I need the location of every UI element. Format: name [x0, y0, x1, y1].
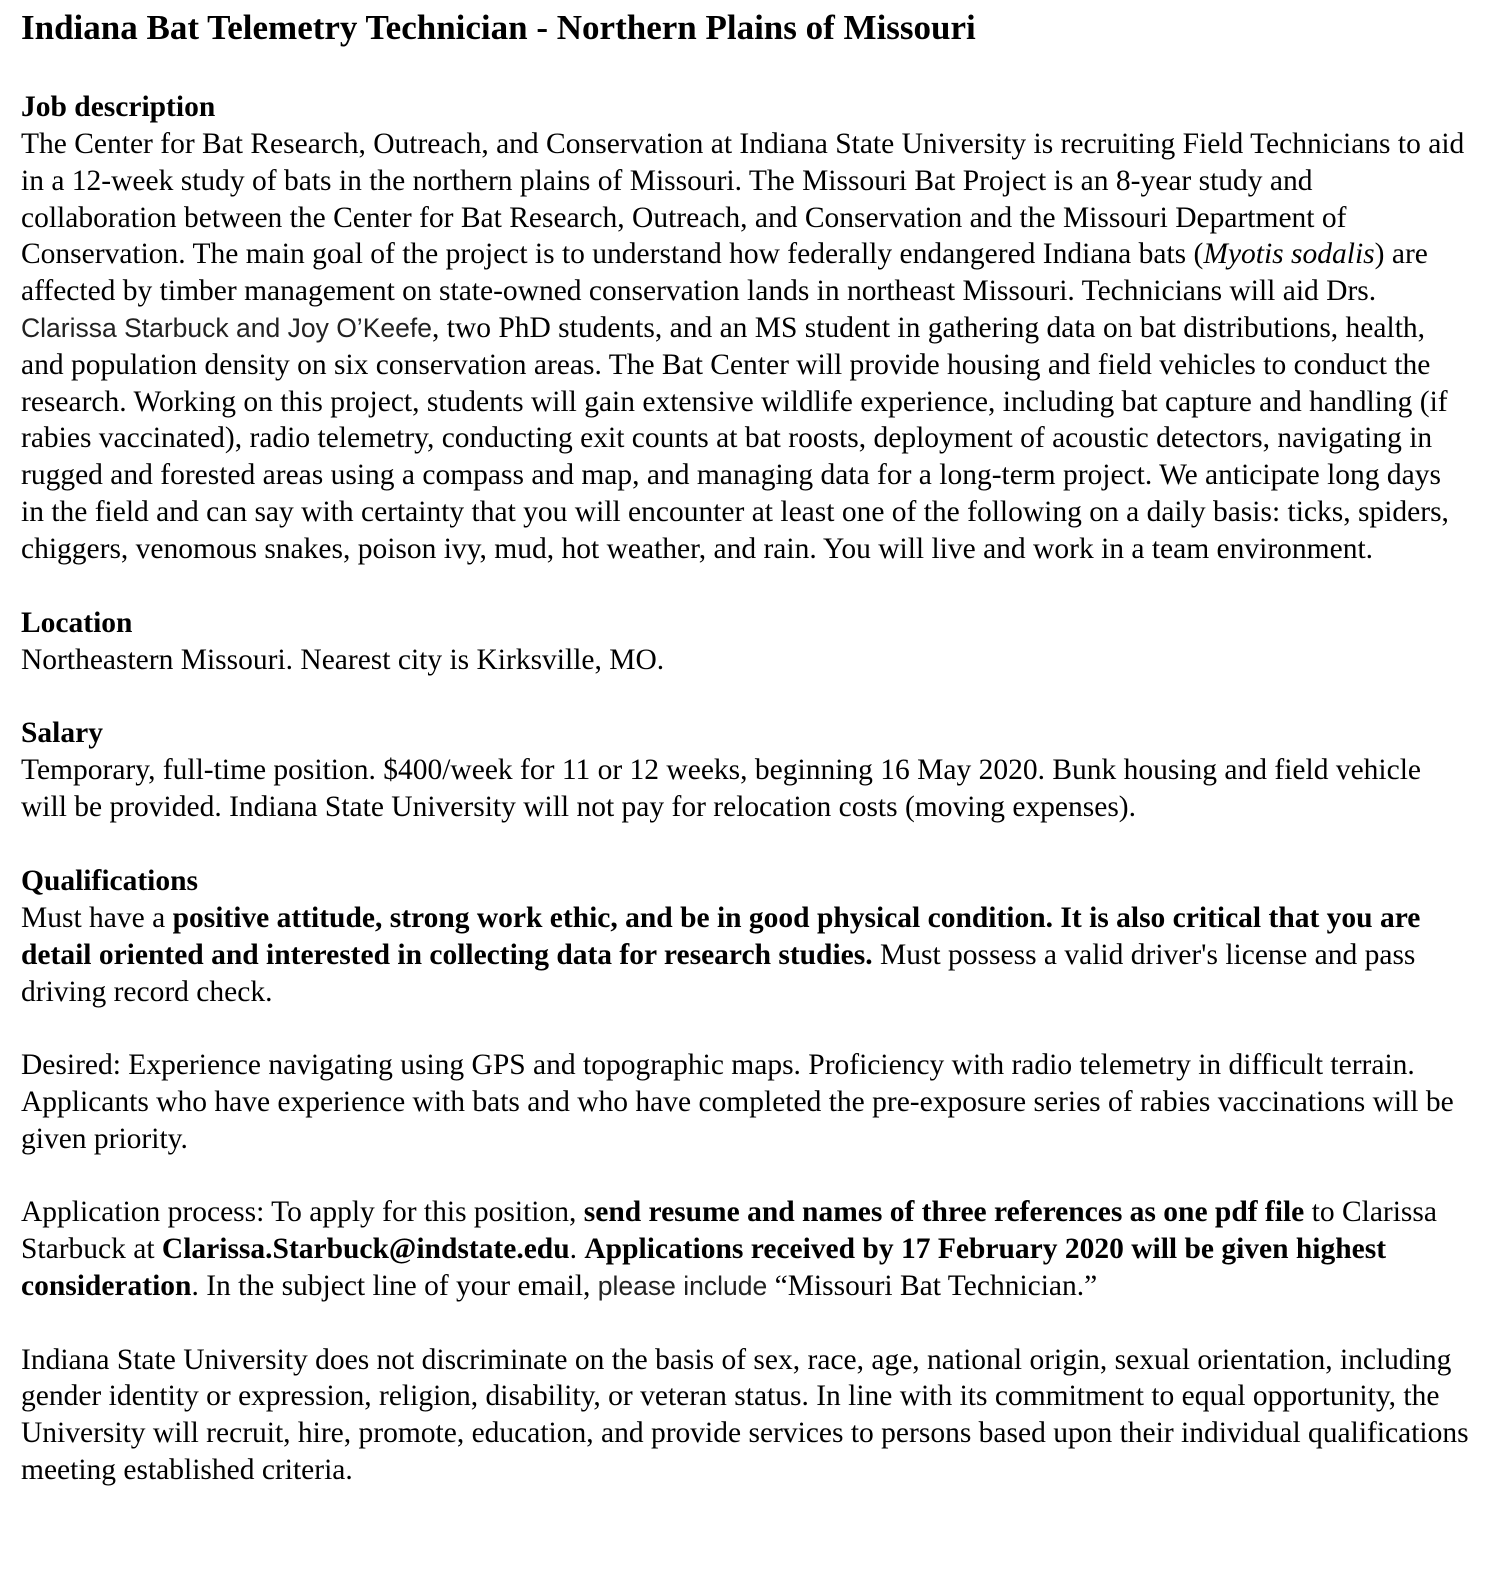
job-description-part-3: , two PhD students, and an MS student in gathering data on bat distributions, health, and population density on six conservation areas. The Bat Center will provide housing and field vehicles to conduct the research. Working on this project, students will gain extensive wildlife experience, including bat capture and handling (if rabies vaccinated), radio telemetry, conducting exit counts at bat roosts, deployment of acoustic detectors, navigating in rugged and forested areas using a compass and map, and managing data for a long-term project. We anticipate long days in the field and can say with certainty that you will encounter at least one of the following on a daily basis: ticks, spiders, chiggers, venomous snakes, poison ivy, mud, hot weather, and rain. You will live and work in a team environment.: [21, 311, 1449, 565]
equal-opportunity-statement: Indiana State University does not discriminate on the basis of sex, race, age, national origin, sexual orientation, including gender identity or expression, religion, disability, or veteran status. In line with its commitment to equal opportunity, the University will recruit, hire, promote, education, and provide services to persons based upon their individual qualifications meeting established criteria.: [21, 1343, 1469, 1486]
application-part-5: “Missouri Bat Technician.”: [767, 1269, 1098, 1302]
application-please-include: please include: [597, 1270, 768, 1301]
species-name: Myotis sodalis: [1203, 238, 1375, 271]
job-description-section: [21, 89, 1470, 568]
required-qualifications: [21, 900, 1470, 1010]
document-title: Indiana Bat Telemetry Technician - Northern Plains of Missouri: [21, 8, 976, 47]
application-part-3: .: [569, 1233, 585, 1266]
job-description-part-2: ) are affected by timber management on state-owned conservation lands in northeast Missouri. Technicians will aid Drs.: [21, 238, 1428, 308]
location-text: Northeastern Missouri. Nearest city is Kirksville, MO.: [21, 643, 665, 676]
application-part-4: . In the subject line of your email,: [191, 1269, 598, 1302]
contact-email: Clarissa.Starbuck@indstate.edu: [161, 1233, 570, 1266]
job-description-part-1: The Center for Bat Research, Outreach, and Conservation at Indiana State University is recruiting Field Technicians to aid in a 12-week study of bats in the northern plains of Missouri. The Missouri Bat Project is an 8-year study and collaboration between the Center for Bat Research, Outreach, and Conservation and the Missouri Department of Conservation. The main goal of the project is to understand how federally endangered Indiana bats (: [21, 128, 1465, 271]
application-process: [21, 1194, 1470, 1304]
salary-text: Temporary, full-time position. $400/week for 11 or 12 weeks, beginning 16 May 2020. Bunk housing and field vehicle will be provided. Indiana State University will not pay for relocation costs (moving expenses).: [21, 754, 1422, 824]
job-description-text: [21, 126, 1470, 568]
qualifications-heading: Qualifications: [21, 864, 199, 897]
job-description-heading: Job description: [21, 91, 216, 123]
advisor-names: Clarissa Starbuck and Joy O’Keefe: [21, 312, 432, 343]
must-bold-requirements: positive attitude, strong work ethic, and be in good physical condition. It is also critical that you are detail oriented and interested in collecting data for research studies.: [21, 901, 1421, 971]
desired-qualifications: Desired: Experience navigating using GPS and topographic maps. Proficiency with radio telemetry in difficult terrain. Applicants who have experience with bats and who have completed the pre-exposure series of rabies vaccinations will be given priority.: [21, 1049, 1454, 1155]
location-section: [21, 605, 1470, 679]
application-bold-instruction: send resume and names of three references as one pdf file: [583, 1196, 1305, 1229]
qualifications-section: [21, 863, 1470, 1489]
application-part-2: to Clarissa Starbuck at: [21, 1196, 1437, 1266]
application-deadline: Applications received by 17 February 2020 will be given highest consideration: [21, 1233, 1387, 1302]
location-heading: Location: [21, 606, 133, 639]
application-part-1: Application process: To apply for this position,: [21, 1196, 584, 1229]
salary-heading: Salary: [21, 717, 103, 750]
must-prefix: Must have a: [21, 901, 173, 934]
must-suffix: Must possess a valid driver's license and pass driving record check.: [21, 938, 1416, 1008]
salary-section: [21, 715, 1470, 826]
